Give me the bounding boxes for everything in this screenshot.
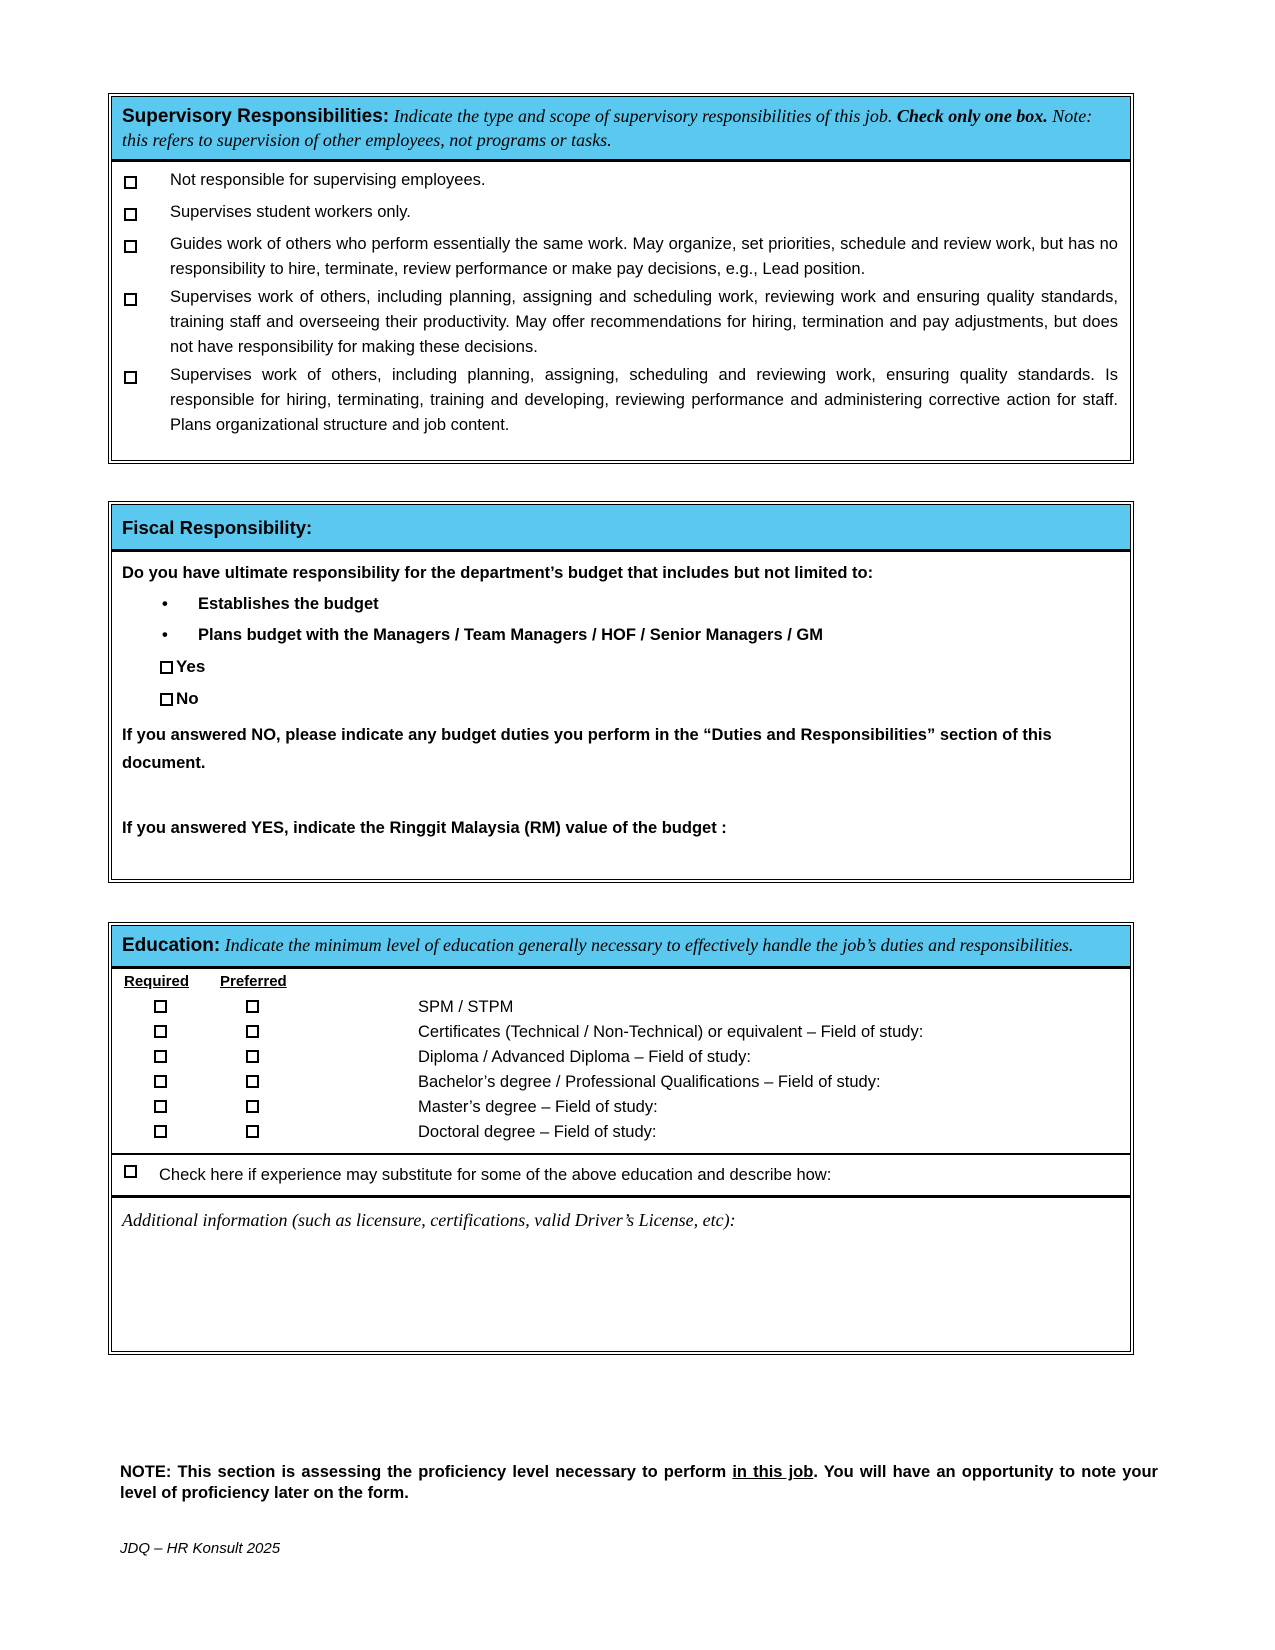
preferred-checkbox[interactable] — [246, 1050, 259, 1063]
experience-substitute-label: Check here if experience may substitute for some of the above education and describe how: — [159, 1165, 832, 1184]
education-row — [112, 1021, 1130, 1047]
supervisory-checkbox[interactable] — [124, 293, 137, 306]
fiscal-body — [112, 552, 1130, 846]
education-level-label: Doctoral degree – Field of study: — [418, 1123, 657, 1141]
fiscal-bullet — [162, 595, 1120, 614]
supervisory-note: Note: this refers to supervision of other employees, not programs or tasks. — [122, 106, 1093, 150]
fiscal-title: Fiscal Responsibility: — [122, 517, 313, 538]
preferred-checkbox[interactable] — [246, 1000, 259, 1013]
supervisory-instruction: Indicate the type and scope of supervisory responsibilities of this job. — [393, 106, 893, 126]
supervisory-header — [112, 97, 1130, 162]
supervisory-option — [124, 285, 1118, 360]
preferred-checkbox[interactable] — [246, 1100, 259, 1113]
required-checkbox[interactable] — [154, 1100, 167, 1113]
supervisory-option — [124, 200, 1118, 229]
education-row — [112, 1121, 1130, 1147]
experience-substitute-row — [112, 1153, 1130, 1198]
required-checkbox[interactable] — [154, 1000, 167, 1013]
fiscal-yes-option[interactable] — [160, 657, 1120, 677]
education-level-label: Master’s degree – Field of study: — [418, 1098, 658, 1116]
bullet-icon: • — [162, 595, 168, 613]
supervisory-options — [112, 162, 1130, 438]
note-prefix: NOTE: This section is assessing the proficiency level necessary to perform — [120, 1463, 733, 1481]
required-checkbox[interactable] — [154, 1025, 167, 1038]
education-instruction: Indicate the minimum level of education generally necessary to effectively handle the job’s duties and responsibilities. — [224, 935, 1074, 955]
education-row — [112, 996, 1130, 1022]
fiscal-yes-note: If you answered YES, indicate the Ringgit Malaysia (RM) value of the budget : — [122, 819, 727, 837]
supervisory-checkbox[interactable] — [124, 176, 137, 189]
education-title: Education: — [122, 935, 221, 956]
fiscal-header — [112, 505, 1130, 552]
fiscal-no-note: If you answered NO, please indicate any budget duties you perform in the “Duties and Responsibilities” section of this document. — [122, 726, 1052, 772]
additional-info-field[interactable]: Additional information (such as licensure, certifications, valid Driver’s License, etc): — [122, 1210, 736, 1230]
supervisory-option — [124, 232, 1118, 282]
education-row — [112, 1046, 1130, 1072]
preferred-checkbox[interactable] — [246, 1075, 259, 1088]
required-column-header: Required — [124, 973, 190, 990]
fiscal-yes-checkbox[interactable] — [160, 661, 173, 674]
preferred-checkbox[interactable] — [246, 1025, 259, 1038]
supervisory-option-label: Not responsible for supervising employees. — [170, 171, 486, 189]
fiscal-no-label: No — [176, 689, 199, 708]
proficiency-note — [120, 1462, 1158, 1504]
supervisory-section — [108, 93, 1134, 464]
fiscal-bullet-text: Establishes the budget — [198, 595, 379, 613]
supervisory-option — [124, 168, 1118, 197]
supervisory-checkbox[interactable] — [124, 208, 137, 221]
supervisory-checkbox[interactable] — [124, 371, 137, 384]
bullet-icon: • — [162, 626, 168, 644]
note-suffix: . You will have an opportunity to note your level of proficiency later on the form. — [120, 1463, 1158, 1502]
fiscal-section — [108, 501, 1134, 883]
preferred-checkbox[interactable] — [246, 1125, 259, 1138]
education-header — [112, 926, 1130, 969]
note-emphasis: in this job — [732, 1463, 814, 1481]
supervisory-option-label: Supervises work of others, including planning, assigning and scheduling work, reviewing work and ensuring quality standards, training staff and overseeing their productivity. May offer recommendations for hiring, termination and pay adjustments, but does not have responsibility for making these decisions. — [170, 288, 1118, 356]
supervisory-option-label: Supervises work of others, including planning, assigning, scheduling and reviewing work, ensuring quality standards. Is responsible for hiring, terminating, training and developing, reviewing performance and administering corrective action for staff. Plans organizational structure and job content. — [170, 366, 1118, 434]
fiscal-bullet — [162, 626, 1120, 645]
education-row — [112, 1096, 1130, 1122]
required-checkbox[interactable] — [154, 1050, 167, 1063]
fiscal-no-option[interactable] — [160, 689, 1120, 709]
supervisory-option-label: Guides work of others who perform essentially the same work. May organize, set priorities, schedule and review work, but has no responsibility to hire, terminate, review performance or make pay decisions, e.g., Lead position. — [170, 235, 1118, 278]
education-level-label: Bachelor’s degree / Professional Qualifications – Field of study: — [418, 1073, 881, 1091]
supervisory-check-only: Check only one box. — [896, 106, 1048, 126]
fiscal-question: Do you have ultimate responsibility for the department’s budget that includes but not limited to: — [122, 564, 874, 582]
supervisory-option-label: Supervises student workers only. — [170, 203, 411, 221]
supervisory-title: Supervisory Responsibilities: — [122, 106, 390, 127]
fiscal-yes-label: Yes — [176, 657, 206, 676]
education-row — [112, 1071, 1130, 1097]
supervisory-option — [124, 363, 1118, 438]
education-level-label: Diploma / Advanced Diploma – Field of study: — [418, 1048, 751, 1066]
experience-substitute-checkbox[interactable] — [124, 1165, 137, 1178]
footer-text: JDQ – HR Konsult 2025 — [120, 1540, 281, 1557]
education-section — [108, 922, 1134, 1355]
required-checkbox[interactable] — [154, 1125, 167, 1138]
required-checkbox[interactable] — [154, 1075, 167, 1088]
education-grid — [112, 969, 1130, 1153]
education-level-label: SPM / STPM — [418, 998, 514, 1016]
fiscal-bullet-text: Plans budget with the Managers / Team Managers / HOF / Senior Managers / GM — [198, 626, 823, 644]
supervisory-checkbox[interactable] — [124, 240, 137, 253]
preferred-column-header: Preferred — [220, 973, 287, 990]
fiscal-no-checkbox[interactable] — [160, 693, 173, 706]
education-level-label: Certificates (Technical / Non-Technical) or equivalent – Field of study: — [418, 1023, 924, 1041]
